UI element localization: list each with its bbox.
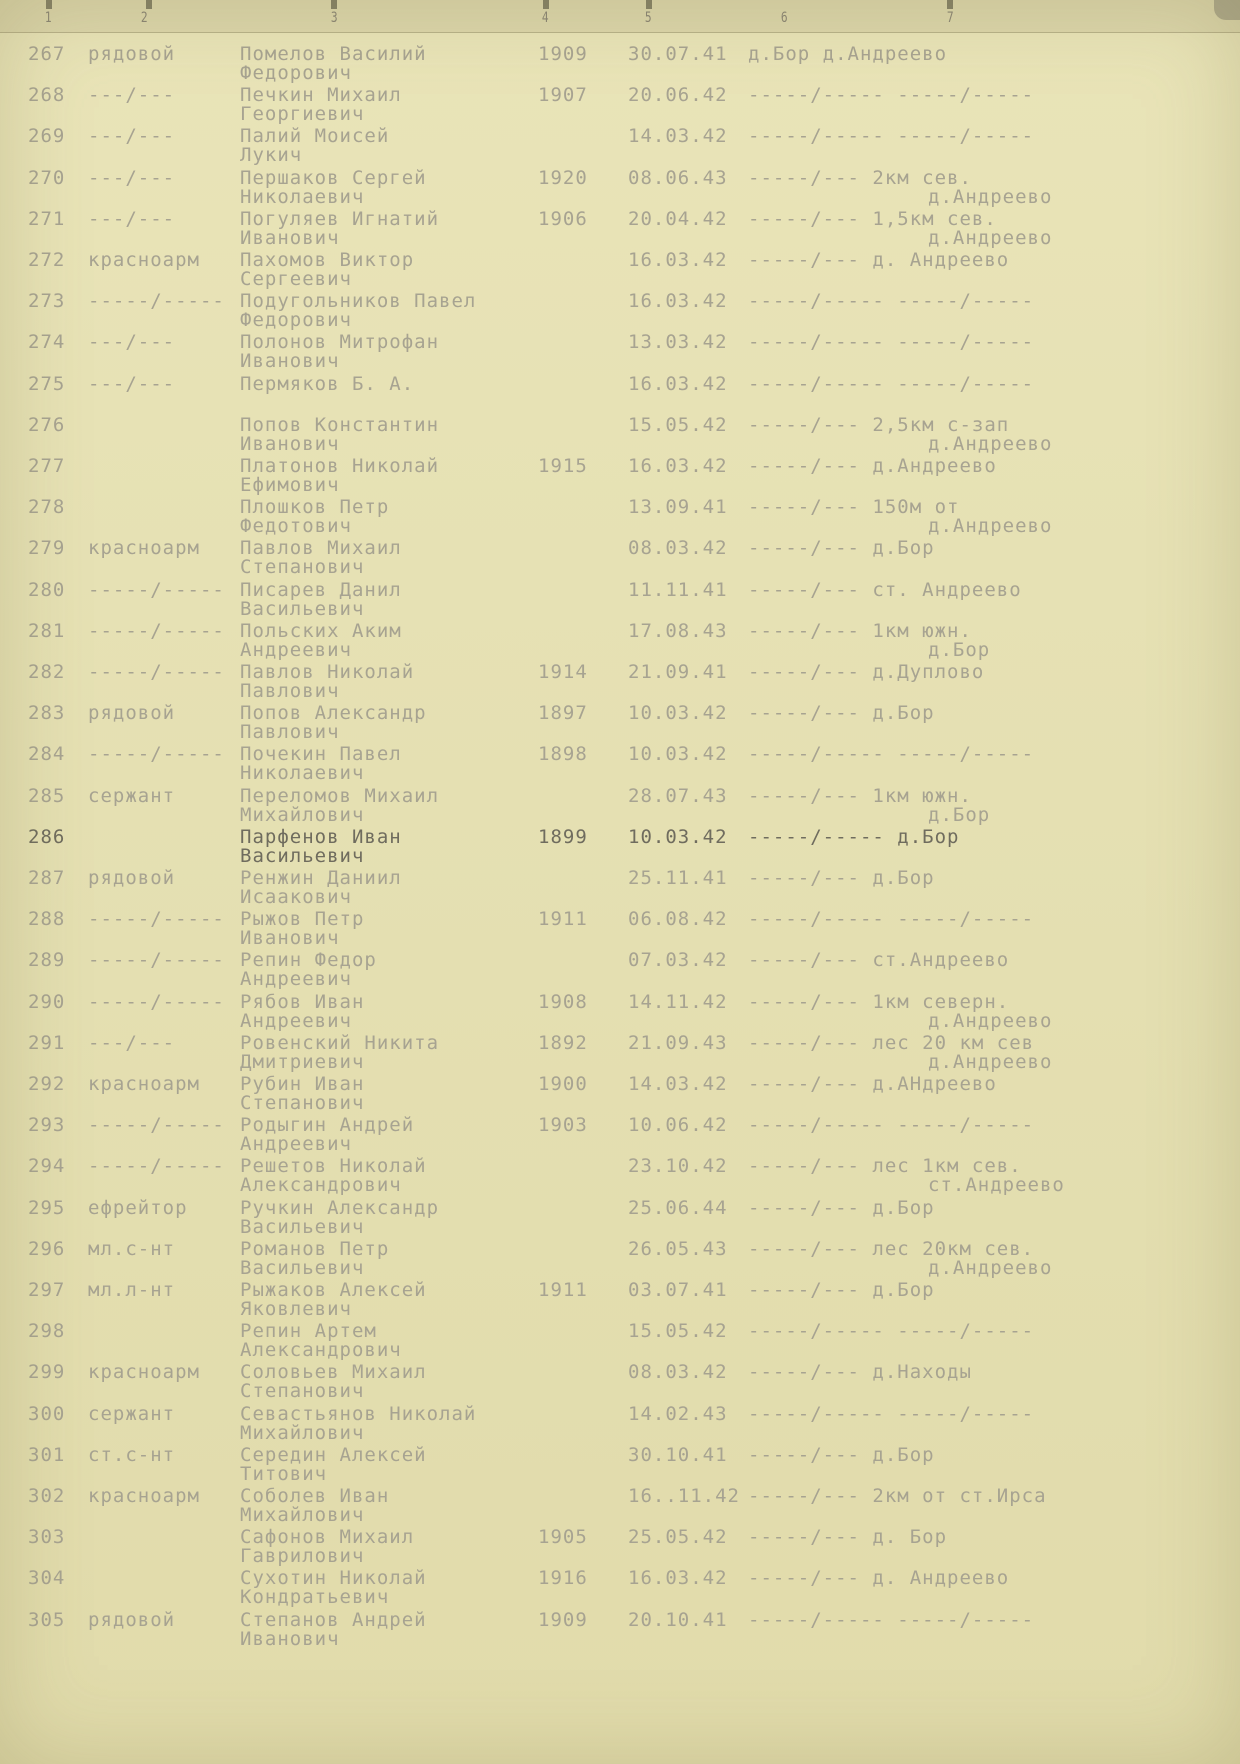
record-number: 285 [28,785,66,807]
soldier-patronymic: Степанович [240,1380,365,1402]
soldier-name: Помелов Василий [240,43,427,65]
record-number: 269 [28,125,66,147]
soldier-patronymic: Николаевич [240,186,365,208]
burial-place: -----/--- 2км сев. [748,167,972,189]
death-date: 16.03.42 [628,249,728,271]
military-rank: -----/----- [88,908,225,930]
burial-place: -----/--- д.Бор [748,702,935,724]
soldier-name: Репин Артем [240,1320,377,1342]
soldier-patronymic: Кондратьевич [240,1586,390,1608]
soldier-name: Польских Аким [240,620,402,642]
birth-year: 1916 [538,1567,588,1589]
burial-place: -----/----- -----/----- [748,743,1035,765]
burial-place: -----/--- лес 1км сев. [748,1155,1022,1177]
record-number: 277 [28,455,66,477]
soldier-name: Павлов Михаил [240,537,402,559]
burial-place: -----/--- д. Андреево [748,249,1010,271]
military-rank: рядовой [88,702,176,724]
record-number: 271 [28,208,66,230]
birth-year: 1899 [538,826,588,848]
burial-place-detail: д.Андреево [928,1257,1053,1279]
death-date: 25.05.42 [628,1526,728,1548]
death-date: 13.03.42 [628,331,728,353]
record-number: 289 [28,949,66,971]
soldier-name: Сафонов Михаил [240,1526,415,1548]
death-date: 16..11.42 [628,1485,740,1507]
soldier-name: Печкин Михаил [240,84,402,106]
soldier-name: Попов Константин [240,414,440,436]
soldier-patronymic: Сергеевич [240,268,352,290]
burial-place: -----/--- 150м от [748,496,960,518]
burial-place-detail: д.Андреево [928,1051,1053,1073]
military-rank: сержант [88,1403,176,1425]
record-number: 280 [28,579,66,601]
death-date: 07.03.42 [628,949,728,971]
burial-place-detail: д.Андреево [928,227,1053,249]
military-rank: -----/----- [88,661,225,683]
record-number: 304 [28,1567,66,1589]
burial-place: -----/--- д.АНдреево [748,1073,997,1095]
military-rank: -----/----- [88,620,225,642]
burial-place: -----/--- д. Бор [748,1526,948,1548]
soldier-name: Палий Моисей [240,125,390,147]
soldier-patronymic: Федорович [240,309,352,331]
death-date: 10.06.42 [628,1114,728,1136]
soldier-name: Пермяков Б. А. [240,373,415,395]
soldier-name: Ручкин Александр [240,1197,440,1219]
soldier-name: Писарев Данил [240,579,402,601]
death-date: 25.11.41 [628,867,728,889]
record-number: 270 [28,167,66,189]
burial-place: -----/----- -----/----- [748,1320,1035,1342]
birth-year: 1898 [538,743,588,765]
soldier-patronymic: Иванович [240,350,340,372]
column-number: 1 [44,10,52,26]
death-date: 08.03.42 [628,537,728,559]
death-date: 11.11.41 [628,579,728,601]
soldier-patronymic: Васильевич [240,1257,365,1279]
soldier-name: Попов Александр [240,702,427,724]
burial-place-detail: д.Андреево [928,433,1053,455]
record-number: 298 [28,1320,66,1342]
burial-place-detail: ст.Андреево [928,1174,1065,1196]
death-date: 03.07.41 [628,1279,728,1301]
soldier-name: Рубин Иван [240,1073,365,1095]
soldier-patronymic: Федорович [240,62,352,84]
soldier-patronymic: Васильевич [240,598,365,620]
column-number: 4 [541,10,549,26]
soldier-name: Павлов Николай [240,661,415,683]
death-date: 16.03.42 [628,1567,728,1589]
death-date: 06.08.42 [628,908,728,930]
military-rank: -----/----- [88,991,225,1013]
death-date: 30.07.41 [628,43,728,65]
military-rank: мл.с-нт [88,1238,176,1260]
burial-place: -----/--- 1км южн. [748,620,972,642]
soldier-name: Ровенский Никита [240,1032,440,1054]
soldier-patronymic: Георгиевич [240,103,365,125]
record-number: 272 [28,249,66,271]
military-rank: ---/--- [88,373,176,395]
soldier-name: Ренжин Даниил [240,867,402,889]
birth-year: 1905 [538,1526,588,1548]
record-number: 274 [28,331,66,353]
soldier-name: Почекин Павел [240,743,402,765]
soldier-patronymic: Андреевич [240,1010,352,1032]
birth-year: 1920 [538,167,588,189]
soldier-name: Першаков Сергей [240,167,427,189]
burial-place: -----/--- ст. Андреево [748,579,1022,601]
death-date: 15.05.42 [628,414,728,436]
burial-place: -----/--- д.Находы [748,1361,972,1383]
death-date: 16.03.42 [628,455,728,477]
burial-place: -----/--- лес 20 км сев [748,1032,1035,1054]
record-number: 268 [28,84,66,106]
record-number: 299 [28,1361,66,1383]
soldier-name: Переломов Михаил [240,785,440,807]
record-number: 278 [28,496,66,518]
birth-year: 1911 [538,908,588,930]
column-number: 7 [946,10,954,26]
death-date: 14.03.42 [628,125,728,147]
death-date: 20.04.42 [628,208,728,230]
burial-place: -----/--- д.Андреево [748,455,997,477]
soldier-name: Степанов Андрей [240,1609,427,1631]
military-rank: рядовой [88,1609,176,1631]
military-rank: сержант [88,785,176,807]
burial-place: -----/--- 1км южн. [748,785,972,807]
burial-place: д.Бор д.Андреево [748,43,948,65]
soldier-name: Севастьянов Николай [240,1403,477,1425]
death-date: 25.06.44 [628,1197,728,1219]
death-date: 10.03.42 [628,826,728,848]
soldier-patronymic: Ефимович [240,474,340,496]
burial-place-detail: д.Бор [928,639,991,661]
soldier-name: Полонов Митрофан [240,331,440,353]
soldier-patronymic: Павлович [240,680,340,702]
record-number: 273 [28,290,66,312]
burial-place: -----/--- д.Бор [748,867,935,889]
record-number: 305 [28,1609,66,1631]
death-date: 16.03.42 [628,373,728,395]
death-date: 21.09.41 [628,661,728,683]
death-date: 14.11.42 [628,991,728,1013]
soldier-patronymic: Лукич [240,144,303,166]
soldier-patronymic: Степанович [240,1092,365,1114]
record-number: 297 [28,1279,66,1301]
military-rank: -----/----- [88,1114,225,1136]
military-rank: ---/--- [88,331,176,353]
record-number: 302 [28,1485,66,1507]
death-date: 21.09.43 [628,1032,728,1054]
soldier-patronymic: Дмитриевич [240,1051,365,1073]
record-number: 290 [28,991,66,1013]
burial-place: -----/--- лес 20км сев. [748,1238,1035,1260]
soldier-patronymic: Федотович [240,515,352,537]
column-number: 6 [780,10,788,26]
death-date: 10.03.42 [628,702,728,724]
record-number: 286 [28,826,66,848]
birth-year: 1900 [538,1073,588,1095]
soldier-patronymic: Иванович [240,433,340,455]
military-rank: красноарм [88,1073,200,1095]
military-rank: -----/----- [88,579,225,601]
burial-place: -----/--- ст.Андреево [748,949,1010,971]
military-rank: ефрейтор [88,1197,188,1219]
soldier-name: Пахомов Виктор [240,249,415,271]
soldier-patronymic: Андреевич [240,639,352,661]
record-number: 276 [28,414,66,436]
record-number: 282 [28,661,66,683]
record-number: 275 [28,373,66,395]
soldier-patronymic: Михайлович [240,1504,365,1526]
soldier-patronymic: Павлович [240,721,340,743]
birth-year: 1897 [538,702,588,724]
soldier-name: Парфенов Иван [240,826,402,848]
soldier-name: Соловьев Михаил [240,1361,427,1383]
burial-place: -----/----- -----/----- [748,373,1035,395]
soldier-name: Рябов Иван [240,991,365,1013]
record-number: 303 [28,1526,66,1548]
soldier-name: Соболев Иван [240,1485,390,1507]
birth-year: 1903 [538,1114,588,1136]
soldier-name: Платонов Николай [240,455,440,477]
record-number: 267 [28,43,66,65]
military-rank: -----/----- [88,290,225,312]
burial-place: -----/--- 2,5км с-зап [748,414,1010,436]
military-rank: -----/----- [88,743,225,765]
soldier-patronymic: Исаакович [240,886,352,908]
burial-place: -----/----- -----/----- [748,125,1035,147]
military-rank: рядовой [88,43,176,65]
record-number: 296 [28,1238,66,1260]
death-date: 14.02.43 [628,1403,728,1425]
soldier-patronymic: Гаврилович [240,1545,365,1567]
burial-place: -----/----- -----/----- [748,1114,1035,1136]
military-rank: ---/--- [88,1032,176,1054]
soldier-patronymic: Михайлович [240,1422,365,1444]
record-number: 291 [28,1032,66,1054]
death-date: 30.10.41 [628,1444,728,1466]
birth-year: 1892 [538,1032,588,1054]
column-number: 5 [644,10,652,26]
death-date: 13.09.41 [628,496,728,518]
column-number: 3 [330,10,338,26]
military-rank: рядовой [88,867,176,889]
burial-place: -----/--- 2км от ст.Ирса [748,1485,1047,1507]
military-rank: красноарм [88,537,200,559]
burial-place-detail: д.Андреево [928,186,1053,208]
record-number: 288 [28,908,66,930]
military-rank: ---/--- [88,84,176,106]
birth-year: 1906 [538,208,588,230]
burial-place: -----/--- д.Дуплово [748,661,985,683]
burial-place-detail: д.Бор [928,804,991,826]
burial-place: -----/--- д. Андреево [748,1567,1010,1589]
death-date: 14.03.42 [628,1073,728,1095]
soldier-patronymic: Иванович [240,927,340,949]
birth-year: 1915 [538,455,588,477]
burial-place: -----/----- -----/----- [748,1403,1035,1425]
soldier-name: Родыгин Андрей [240,1114,415,1136]
burial-place: -----/--- д.Бор [748,1444,935,1466]
death-date: 17.08.43 [628,620,728,642]
soldier-name: Романов Петр [240,1238,390,1260]
soldier-patronymic: Иванович [240,1628,340,1650]
burial-place: -----/--- д.Бор [748,1197,935,1219]
military-rank: красноарм [88,1485,200,1507]
death-date: 20.10.41 [628,1609,728,1631]
military-rank: -----/----- [88,949,225,971]
soldier-name: Середин Алексей [240,1444,427,1466]
birth-year: 1911 [538,1279,588,1301]
birth-year: 1909 [538,43,588,65]
death-date: 10.03.42 [628,743,728,765]
birth-year: 1907 [538,84,588,106]
soldier-patronymic: Васильевич [240,845,365,867]
record-number: 279 [28,537,66,559]
death-date: 08.06.43 [628,167,728,189]
death-date: 16.03.42 [628,290,728,312]
death-date: 28.07.43 [628,785,728,807]
birth-year: 1914 [538,661,588,683]
burial-place: -----/--- 1км северн. [748,991,1010,1013]
burial-place-detail: д.Андреево [928,1010,1053,1032]
soldier-patronymic: Яковлевич [240,1298,352,1320]
burial-place: -----/--- д.Бор [748,537,935,559]
death-date: 23.10.42 [628,1155,728,1177]
burial-place-detail: д.Андреево [928,515,1053,537]
death-date: 20.06.42 [628,84,728,106]
soldier-patronymic: Степанович [240,556,365,578]
burial-place: -----/----- -----/----- [748,1609,1035,1631]
burial-place: -----/--- 1,5км сев. [748,208,997,230]
soldier-name: Рыжов Петр [240,908,365,930]
soldier-patronymic: Андреевич [240,968,352,990]
record-number: 295 [28,1197,66,1219]
soldier-patronymic: Николаевич [240,762,365,784]
military-rank: ---/--- [88,167,176,189]
death-date: 26.05.43 [628,1238,728,1260]
soldier-patronymic: Михайлович [240,804,365,826]
soldier-patronymic: Александрович [240,1339,402,1361]
military-rank: ---/--- [88,125,176,147]
soldier-name: Плошков Петр [240,496,390,518]
soldier-name: Репин Федор [240,949,377,971]
soldier-name: Погуляев Игнатий [240,208,440,230]
burial-place: -----/--- д.Бор [748,1279,935,1301]
military-rank: красноарм [88,1361,200,1383]
military-rank: мл.л-нт [88,1279,176,1301]
column-number: 2 [140,10,148,26]
record-number: 283 [28,702,66,724]
soldier-patronymic: Иванович [240,227,340,249]
burial-place: -----/----- -----/----- [748,84,1035,106]
soldier-name: Рыжаков Алексей [240,1279,427,1301]
record-number: 287 [28,867,66,889]
burial-place: -----/----- д.Бор [748,826,960,848]
record-number: 301 [28,1444,66,1466]
military-rank: ---/--- [88,208,176,230]
military-rank: красноарм [88,249,200,271]
record-number: 284 [28,743,66,765]
record-number: 293 [28,1114,66,1136]
record-number: 300 [28,1403,66,1425]
soldier-name: Сухотин Николай [240,1567,427,1589]
birth-year: 1908 [538,991,588,1013]
soldier-patronymic: Титович [240,1463,328,1485]
soldier-patronymic: Андреевич [240,1133,352,1155]
burial-place: -----/----- -----/----- [748,908,1035,930]
soldier-name: Решетов Николай [240,1155,427,1177]
soldier-name: Подугольников Павел [240,290,477,312]
birth-year: 1909 [538,1609,588,1631]
military-rank: ст.с-нт [88,1444,176,1466]
burial-place: -----/----- -----/----- [748,331,1035,353]
military-rank: -----/----- [88,1155,225,1177]
record-number: 292 [28,1073,66,1095]
soldier-patronymic: Васильевич [240,1216,365,1238]
death-date: 15.05.42 [628,1320,728,1342]
soldier-patronymic: Александрович [240,1174,402,1196]
record-number: 281 [28,620,66,642]
burial-place: -----/----- -----/----- [748,290,1035,312]
death-date: 08.03.42 [628,1361,728,1383]
record-number: 294 [28,1155,66,1177]
